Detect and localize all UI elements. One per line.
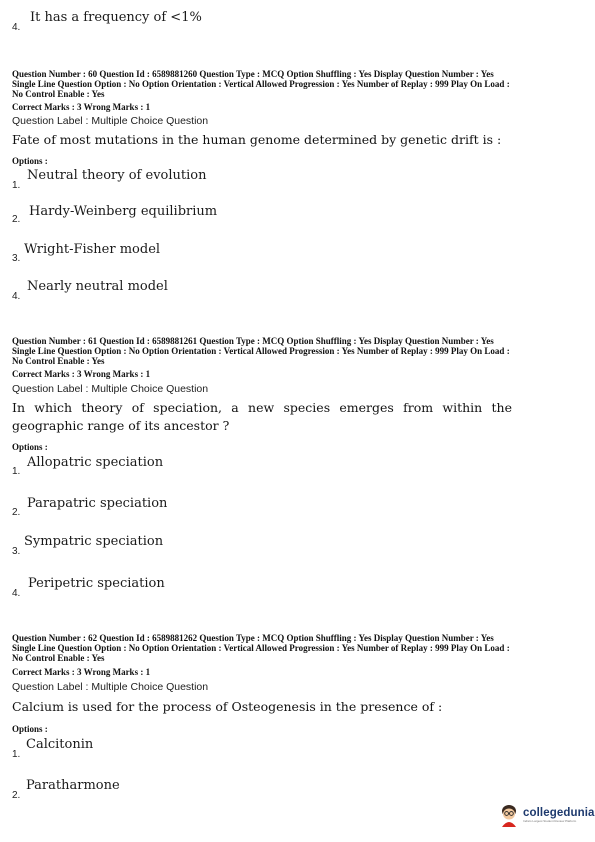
question-text: Calcium is used for the process of Osteogenesis in the presence of : (12, 699, 443, 714)
question-meta-line: No Control Enable : Yes (12, 653, 105, 663)
collegedunia-logo (498, 803, 595, 827)
marks-line: Correct Marks : 3 Wrong Marks : 1 (12, 102, 151, 112)
question-text: Fate of most mutations in the human genome determined by genetic drift is : (12, 132, 502, 147)
option-text: Parapatric speciation (27, 496, 168, 511)
student-mascot-icon (498, 803, 520, 827)
option-text: Peripetric speciation (28, 576, 165, 591)
option-number: 2. (12, 790, 21, 801)
question-text: geographic range of its ancestor ? (12, 418, 230, 433)
marks-line: Correct Marks : 3 Wrong Marks : 1 (12, 369, 151, 379)
question-label: Question Label : Multiple Choice Question (12, 681, 209, 693)
option-number: 4. (12, 291, 21, 302)
question-label: Question Label : Multiple Choice Question (12, 383, 209, 395)
option-text: It has a frequency of <1% (30, 10, 202, 25)
option-text: Calcitonin (26, 737, 94, 752)
option-number: 1. (12, 180, 21, 191)
question-meta-line: No Control Enable : Yes (12, 356, 105, 366)
option-number: 1. (12, 466, 21, 477)
question-meta-line: Question Number : 60 Question Id : 6589881260 Question Type : MCQ Option Shuffling : Yes Display Question Number : Yes (12, 69, 494, 79)
option-text: Hardy-Weinberg equilibrium (29, 204, 218, 219)
question-meta-line: No Control Enable : Yes (12, 89, 105, 99)
option-number: 4. (12, 588, 21, 599)
option-text: Allopatric speciation (27, 455, 164, 470)
question-meta-line: Question Number : 61 Question Id : 6589881261 Question Type : MCQ Option Shuffling : Yes Display Question Number : Yes (12, 336, 494, 346)
options-heading: Options : (12, 442, 48, 452)
option-number: 4. (12, 22, 21, 33)
options-heading: Options : (12, 156, 48, 166)
option-text: Sympatric speciation (24, 534, 164, 549)
option-text: Wright-Fisher model (24, 242, 161, 257)
question-meta-line: Single Line Question Option : No Option Orientation : Vertical Allowed Progression : Yes Number of Replay : 999 Play On Load : (12, 346, 510, 356)
option-text: Neutral theory of evolution (27, 168, 207, 183)
logo-wordmark: collegedunia (523, 807, 595, 819)
option-text: Nearly neutral model (27, 279, 168, 294)
option-text: Paratharmone (26, 778, 120, 793)
question-meta-line: Question Number : 62 Question Id : 6589881262 Question Type : MCQ Option Shuffling : Yes Display Question Number : Yes (12, 633, 494, 643)
logo-tagline: India's Largest Student Review Platform (523, 819, 577, 823)
option-number: 1. (12, 749, 21, 760)
question-label: Question Label : Multiple Choice Question (12, 115, 209, 127)
question-meta-line: Single Line Question Option : No Option Orientation : Vertical Allowed Progression : Yes Number of Replay : 999 Play On Load : (12, 79, 510, 89)
marks-line: Correct Marks : 3 Wrong Marks : 1 (12, 667, 151, 677)
option-number: 2. (12, 507, 21, 518)
option-number: 3. (12, 546, 21, 557)
question-text: In which theory of speciation, a new species emerges from within the (12, 400, 512, 415)
option-number: 3. (12, 253, 21, 264)
options-heading: Options : (12, 724, 48, 734)
question-meta-line: Single Line Question Option : No Option Orientation : Vertical Allowed Progression : Yes Number of Replay : 999 Play On Load : (12, 643, 510, 653)
option-number: 2. (12, 214, 21, 225)
